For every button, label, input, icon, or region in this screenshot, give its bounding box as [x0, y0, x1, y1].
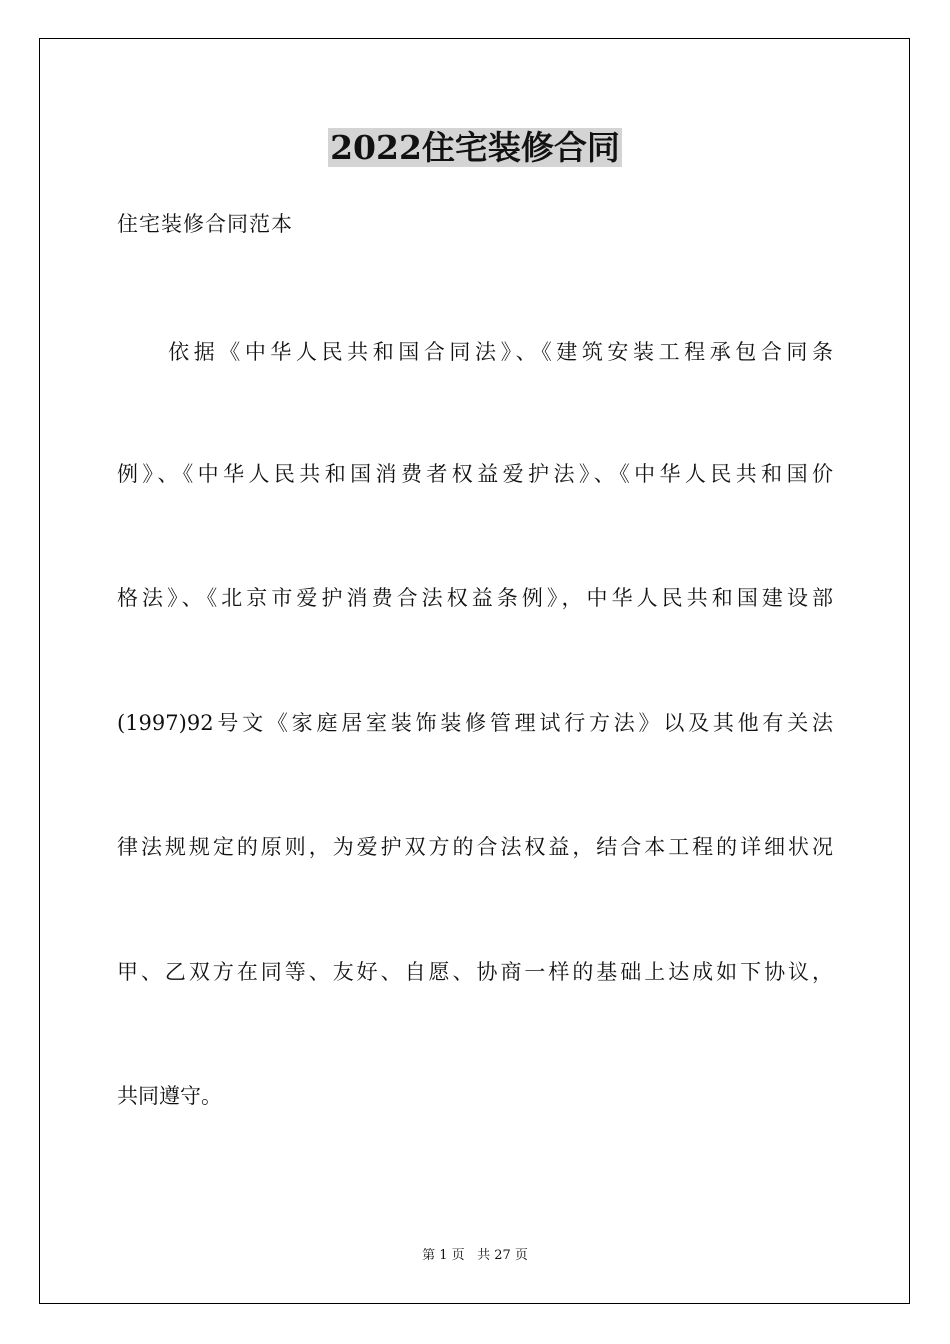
document-title-text: 2022住宅装修合同	[330, 128, 620, 167]
paragraph-line: 甲、乙双方在同等、友好、自愿、协商一样的基础上达成如下协议，	[117, 960, 833, 984]
paragraph-line: 依据《中华人民共和国合同法》、《建筑安装工程承包合同条	[117, 340, 833, 364]
page-footer	[0, 1247, 950, 1265]
paragraph-line: 例》、《中华人民共和国消费者权益爱护法》、《中华人民共和国价	[117, 462, 833, 486]
page-number: 第 1 页	[422, 1248, 465, 1263]
document-title	[0, 128, 950, 168]
document-subtitle: 住宅装修合同范本	[117, 212, 293, 236]
paragraph-line: 共同遵守。	[117, 1084, 222, 1108]
paragraph-line: 律法规规定的原则，为爱护双方的合法权益，结合本工程的详细状况	[117, 835, 833, 859]
paragraph-line: (1997)92号文《家庭居室装饰装修管理试行方法》以及其他有关法	[117, 711, 833, 735]
page-total: 共 27 页	[477, 1248, 528, 1263]
paragraph-line: 格法》、《北京市爱护消费合法权益条例》，中华人民共和国建设部	[117, 586, 833, 610]
